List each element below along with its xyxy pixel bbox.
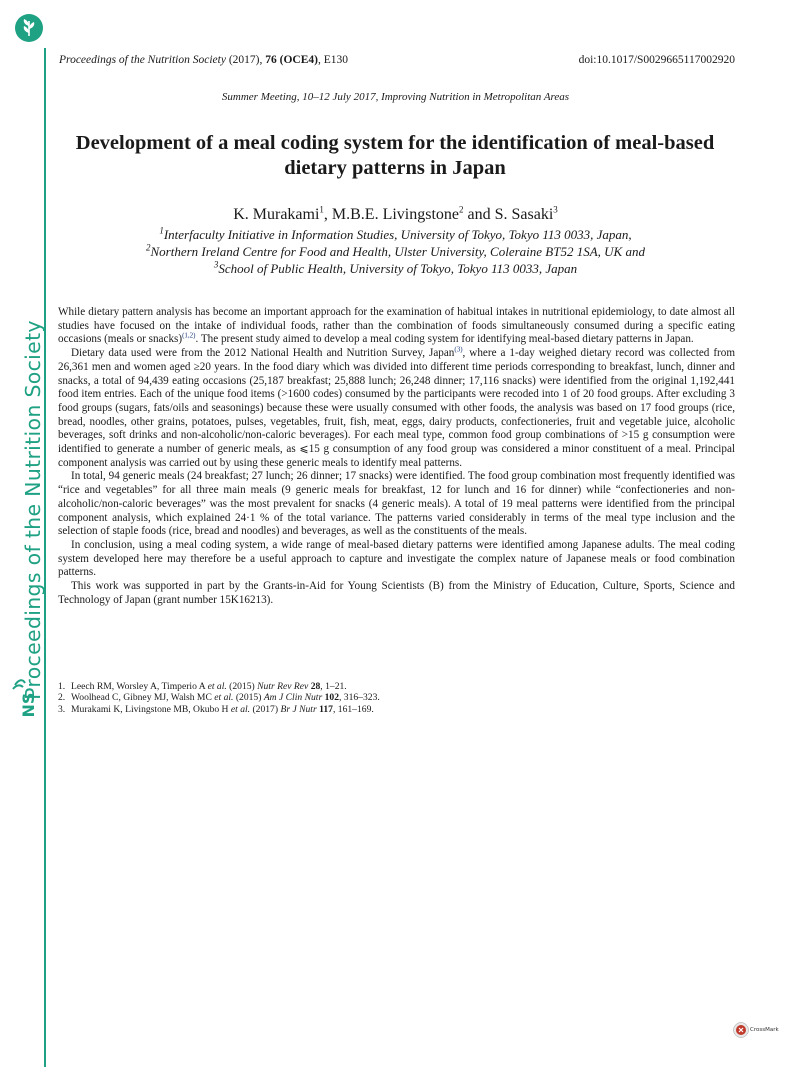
leaf-icon [15, 14, 43, 42]
reference-year: (2015) [233, 692, 264, 704]
reference-volume: 117 [319, 703, 333, 715]
reference-year: (2015) [226, 681, 258, 692]
reference-number: 1. [58, 681, 66, 692]
affiliation-num: 2 [146, 242, 151, 253]
reference-journal: Nutr Rev Rev [257, 681, 309, 692]
crossmark-label[interactable]: CrossMark [750, 1027, 779, 1033]
author-list [0, 206, 791, 224]
affiliation [0, 227, 791, 243]
author-sep: and [463, 206, 495, 223]
citation-link[interactable]: (1,2) [182, 331, 196, 340]
author-affil-num: 2 [459, 204, 464, 215]
reference-item [58, 704, 738, 715]
reference-volume: 28 [310, 681, 321, 692]
paragraph-text: While dietary pattern analysis has become an important approach for the examination of habitual intakes in nutritional epidemiology, to date almost all studies have focused on the intake of individual foods, rather than the combination of foods simultaneously consumed during a specific eating occasions (meals or snacks) [58, 306, 735, 346]
paragraph: In total, 94 generic meals (24 breakfast; 27 lunch; 26 dinner; 17 snacks) were identified. The food group combination most frequently identified was “rice and vegetables” for all three main meals (9 generic meals for breakfast, 12 for lunch and 16 for dinner) while “confectioneries and non-alcoholic/non-caloric beverages” was the most prevalent for snacks (4 generic meals). A total of 19 meal patterns were identified from the principal component analysis, which explained 24·1 % of the total variance. The patterns varied considerably in terms of the meal type inclusion and the selection of staple foods (rice, bread and noodles) and beverages, as well as the constituents of the meals. [58, 470, 735, 538]
reference-item [58, 692, 738, 703]
journal-page: , E130 [317, 54, 348, 66]
journal-logo [15, 14, 43, 42]
reference-authors: Murakami K, Livingstone MB, Okubo H [71, 703, 231, 715]
reference-pages: , 316–323. [338, 692, 380, 704]
author-name: M.B.E. Livingstone [331, 206, 460, 223]
reference-journal: Br J Nutr [280, 703, 317, 715]
ns-mark-icon [11, 675, 41, 719]
journal-name: Proceedings of the Nutrition Society [59, 54, 226, 66]
paragraph [58, 347, 735, 470]
reference-etal: et al. [214, 692, 234, 704]
author-affil-num: 3 [553, 204, 558, 215]
reference-authors: Woolhead C, Gibney MJ, Walsh MC [71, 692, 215, 704]
author-affil-num: 1 [319, 204, 324, 215]
paragraph [58, 306, 735, 347]
reference-year: (2017) [250, 703, 281, 715]
author-sep: , [323, 206, 332, 223]
reference-etal: et al. [230, 703, 251, 715]
reference-number: 2. [58, 692, 66, 704]
reference-journal: Am J Clin Nutr [263, 692, 323, 704]
reference-authors: Leech RM, Worsley A, Timperio A [71, 681, 208, 692]
ns-mark-text: NS [19, 692, 38, 718]
paragraph-text: , where a 1-day weighed dietary record was collected from 26,361 men and women aged ≥20 years. In the food diary which was divided into different time periods corresponding to breakfast, lunch, dinner and snacks, a total of 94,439 eating occasions (25,187 breakfast; 25,888 lunch; 26,248 dinner; 17,116 snacks) were identified from the original 1,192,441 food item entries. Each of the unique food items (>1600 codes) consumed by the participants were recoded into 1 of 20 food groups. After excluding 3 food groups (sugars, fats/oils and seasonings) because these were usually consumed with other foods, the analysis was based on 17 food groups (rice, bread, noodles, other grains, potatoes, pulses, vegetables, fruit, fish, meat, eggs, dairy products, confectioneries, fruit and vegetable juice, alcoholic beverages, soft drinks and non-alcoholic/non-caloric beverages). For each meal type, common food group combinations of >15 g consumption were identified to generate a number of generic meals, as ⩽15 g consumption of any food group was considered a minor constituent of a meal. Principal component analysis was carried out by using these generic meals to identify meal patterns. [58, 347, 735, 469]
reference-list [58, 681, 738, 715]
reference-pages: , 161–169. [332, 703, 374, 715]
affiliation-text: School of Public Health, University of Tokyo, Tokyo 113 0033, Japan [218, 261, 578, 276]
paragraph-text: . The present study aimed to develop a meal coding system for identifying meal-based dietary patterns in Japan. [195, 333, 694, 346]
meeting-name: Summer Meeting, 10–12 July 2017, Improving Nutrition in Metropolitan Areas [221, 91, 570, 103]
title-line: dietary patterns in Japan [284, 157, 506, 179]
reference-volume: 102 [324, 692, 339, 704]
journal-citation [59, 54, 348, 66]
journal-year: (2017), [225, 54, 266, 66]
affiliation-num: 1 [159, 225, 164, 236]
citation-link[interactable]: (3) [454, 345, 463, 354]
author-name: K. Murakami [233, 206, 320, 223]
author-name: S. Sasaki [494, 206, 554, 223]
reference-item [58, 681, 738, 692]
title-line: Development of a meal coding system for the identification of meal-based [75, 132, 715, 154]
affiliation-text: Interfaculty Initiative in Information Studies, University of Tokyo, Tokyo 113 0033, Japan, [163, 227, 632, 242]
affiliation-text: Northern Ireland Centre for Food and Health, Ulster University, Coleraine BT52 1SA, UK and [150, 244, 645, 259]
affiliation [0, 261, 791, 277]
paragraph: This work was supported in part by the Grants-in-Aid for Young Scientists (B) from the Ministry of Education, Culture, Sports, Science and Technology of Japan (grant number 15K16213). [58, 580, 735, 606]
reference-pages: , 1–21. [320, 681, 347, 692]
abstract-body [58, 306, 735, 607]
affiliation-num: 3 [213, 259, 219, 270]
affiliation [0, 244, 791, 260]
paper-title [60, 131, 730, 181]
paragraph-text: Dietary data used were from the 2012 National Health and Nutrition Survey, Japan [71, 347, 455, 360]
journal-volume: 76 (OCE4) [265, 54, 318, 66]
paragraph: In conclusion, using a meal coding system, a wide range of meal-based dietary patterns were identified among Japanese adults. The meal coding system developed here may therefore be a useful approach to capture and investigate the complex nature of Japanese meals or food combination patterns. [58, 538, 735, 579]
sidebar-journal-name: Proceedings of the Nutrition Society [21, 320, 45, 700]
crossmark-icon[interactable] [733, 1022, 749, 1038]
reference-number: 3. [58, 703, 66, 715]
doi-link[interactable]: doi:10.1017/S0029665117002920 [578, 54, 735, 66]
reference-etal: et al. [207, 681, 227, 692]
